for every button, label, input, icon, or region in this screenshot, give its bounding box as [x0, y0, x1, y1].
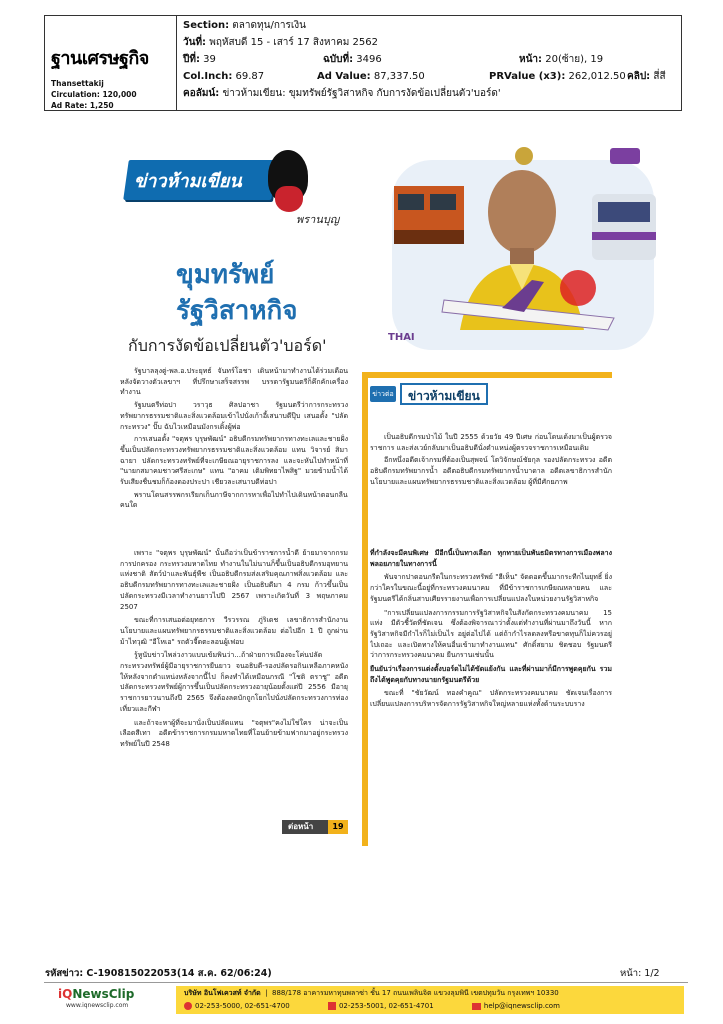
headline-line2: รัฐวิสาหกิจ: [176, 296, 298, 326]
clip-label: คลิป:: [627, 71, 651, 82]
prvalue-label: PRValue (x3):: [489, 71, 566, 82]
column-logo: [120, 150, 350, 232]
page-value: 20(ซ้าย), 19: [545, 54, 604, 65]
page-label: หน้า:: [519, 54, 543, 65]
company-address: 888/178 อาคารมหาทุนพลาซ่า ชั้น 17 ถนนเพลินจิต แขวงลุมพินี เขตปทุมวัน กรุงเทพฯ 10330: [272, 989, 559, 997]
author-signature: พรานบุญ: [296, 213, 340, 226]
issue-label: ฉบับที่:: [323, 54, 354, 65]
photo-collage: [382, 140, 664, 365]
email-icon: [472, 1003, 481, 1010]
box-tag-title: ข่าวห้ามเขียน: [400, 383, 488, 405]
fax-number: 02-253-5001, 02-651-4701: [338, 1002, 434, 1010]
thai-logo-text: THAI: [388, 332, 415, 343]
ad-rate: Ad Rate: 1,250: [51, 101, 114, 110]
year-label: ปีที่:: [183, 54, 200, 65]
paragraph: การเสนอตั้ง "จตุพร บุรุษพัฒน์" อธิบดีกรมทรัพยากรทางทะเลและชายฝั่ง ขึ้นเป็นปลัดกระทรวงทรัพยากรธรรมชาติและสิ่งแวดล้อม แทน วิจารย์ สิมาฉายา ปลัดกระทรวงทรัพย์ที่จะเกษียณอายุราชการลง และจะหันไปทำหน้าที่ "นายกสมาคมชาวศรีสะเกษ" แทน "อาคม เติมพิทยาไพสิฐ" มวยข้ามน้ำได้รับเสียงชื่นชมก็ก้องดองประปา เชียวละเสนาบดีท่อปา: [120, 435, 348, 487]
column-row: [183, 85, 675, 102]
clipping-header: [44, 15, 682, 111]
box-frame-horizontal: [362, 372, 612, 378]
article-photo: [382, 140, 664, 365]
paragraph: เพราะ "จตุพร บุรุษพัฒน์" นั้นถือว่าเป็นข้าราชการน้ำดี ย้ายมาจากกรมการปกครอง กระทรวงมหาดไทย ทำงานในไม่นานก็ขึ้นเป็นอธิบดีกรมอุทยานแห่งชาติ สัตว์ป่าและพันธุ์พืช เป็นอธิบดีกรมส่งเสริมคุณภาพสิ่งแวดล้อม และอธิบดีกรมทรัพยากรทางทะเลและชายฝั่ง เป็นอธิบดีมา 4 กรม ก้าวขึ้นเป็นปลัดกระทรวงมีเวลาทำงานยาวไปปี 2567 เพราะเกิดวันที่ 3 พฤษภาคม 2507: [120, 549, 348, 611]
date-row: [183, 34, 675, 51]
value-row: [183, 68, 675, 85]
clip-url: www.iqnewsclip.com: [66, 1002, 129, 1009]
date-value: พฤหัสบดี 15 - เสาร์ 17 สิงหาคม 2562: [209, 37, 378, 48]
contact-line: [184, 1000, 676, 1013]
tel-number: 02-253-5000, 02-651-4700: [195, 1002, 290, 1010]
section-label: Section:: [183, 20, 230, 31]
paragraph: รู้หูนับข่าวไพล่วงาวแบบเข้มพินว่า...ถ้าฝ่ายการเมืองจะโค่นปลัดกระทรวงทรัพย์ผู้มีอายุราชการยืนยาว จนอธิบดี-รองปลัดรอกินเหลือภาคหนังให้หลังจากตำแหน่งหลังจากนี้ไป ก็คงทำได้เหมือนกรณี "โชติ ตราชู" อดีตปลัดกระทรวงทรัพย์ผู้การขึ้นเป็นปลัดกระทรวงอายุน้อยตั้งแต่ปี 2556 มีอายุราชการยาวนานถึงปี 2565 จึงต้องลดบักถูกโยกไปนั่งปลัดกระทรวงการท่องเที่ยวและกีฬา: [120, 651, 348, 713]
circulation: Circulation: 120,000: [51, 90, 137, 99]
body-column-1-lower: [120, 548, 348, 844]
issue-row: [183, 51, 675, 68]
date-label: วันที่:: [183, 37, 207, 48]
paragraph: ที่กำลังจะมีคนพิเศษ มีอีกนี้เป็นทางเลือก ทุกทายเป็นพันธมิตรทางการเมืองพลางพลอยภายในทางการนี้: [370, 549, 612, 568]
paragraph: เป็นอธิบดีกรมป่าไม้ ในปี 2555 ด้วยวัย 49 ปีเศษ ก่อนโดนเด้งมาเป็นผู้ตรวจราชการ และส่งเวย์กลับมาเป็นอธิบดีนั่งตำแหน่งผู้ตรวจราชการเหมือนเดิม: [370, 433, 612, 452]
section-row: [183, 17, 675, 34]
advalue-value: 87,337.50: [373, 71, 425, 82]
continued-box-tag: [370, 380, 494, 408]
publication-name-en: Thansettakij: [51, 79, 104, 88]
paragraph: พรานโดนสรรพกรเรียกเก็บภาษีจากการหาเพื่อไปทำไปเดินหน้าตอนกลืนคนใด: [120, 490, 348, 510]
fax-icon: [328, 1002, 336, 1010]
phone-icon: [184, 1002, 192, 1010]
logo-prefix: iQ: [58, 987, 73, 1001]
column-value: ข่าวห้ามเขียน: ขุมทรัพย์รัฐวิสาหกิจ กับการงัดข้อเปลี่ยนตัว'บอร์ด': [222, 88, 501, 99]
email-address: help@iqnewsclip.com: [483, 1002, 560, 1010]
body-column-2: [370, 432, 612, 540]
column-label: คอลัมน์:: [183, 88, 220, 99]
clip-value: สี่สี: [653, 71, 666, 82]
box-tag-small: ข่าวต่อ: [370, 386, 396, 402]
issue-value: 3496: [356, 54, 382, 65]
publication-logo: ฐานเศรษฐกิจ: [51, 48, 149, 69]
paragraph: รัฐมนตรีท่อปา วราวุธ ศิลปอาชา รัฐมนตรีว่าการกระทรวงทรัพยากรธรรมชาติและสิ่งแวดล้อมเข้าไปนั่งเก้าอี้เสนาบดีปุ๊บ เสนอตั้ง "ปลัดกระทรวง" ปั๊บ ฉับไวเหมือนมังกรเติ้งผู้พ่อ: [120, 401, 348, 431]
company-line: บริษัท อินโฟเควสท์ จำกัด | 888/178 อาคารมหาทุนพลาซ่า ชั้น 17 ถนนเพลินจิต แขวงลุมพินี เขตปทุมวัน กรุงเทพฯ 10330: [184, 989, 559, 997]
paragraph: "การเปลี่ยนแปลงการกรรมการรัฐวิสาหกิจในสังกัดกระทรวงคมนาคม 15 แห่ง มีตัวชี้วัดที่ชัดเจน ซึ่งต้องพิจารณาว่าตั้งแต่ทำงานที่ผ่านมาถึงวันนี้ หากรัฐวิสาหกิจมีกำไรก็ไม่เป็นไร อยู่ต่อไปได้ แต่ถ้ากำไรลดลงหรือขาดทุนก็ไม่ควรอยู่ ไปเถอะ และเปิดทางให้คนอื่นเข้ามาทำงานแทน" ศักดิ์สยาม ชิดชอบ รัฐมนตรีว่าการกระทรวงคมนาคม ยืนกรานเช่นนั้น: [370, 608, 612, 660]
box-frame-vertical: [362, 372, 368, 846]
company-name: บริษัท อินโฟเควสท์ จำกัด: [184, 989, 261, 997]
advalue-label: Ad Value:: [317, 71, 371, 82]
page-count: หน้า: 1/2: [620, 968, 660, 979]
continued-page: 19: [328, 820, 348, 834]
colinch-label: Col.Inch:: [183, 71, 233, 82]
subheadline: กับการงัดข้อเปลี่ยนตัว'บอร์ด': [128, 336, 327, 355]
headline-line1: ขุมทรัพย์: [176, 260, 275, 290]
paragraph: ขณะที่ "ชัยวัฒน์ ทองคำคูณ" ปลัดกระทรวงคมนาคม ชัดเจนเรื่องการเปลี่ยนแปลงการบริหารจัดการรัฐวิสาหกิจใหญ่หลายแห่งทั้งด้านระบบราง: [370, 689, 612, 709]
news-id: รหัสข่าว: C-190815022053(14 ส.ค. 62/06:24): [45, 968, 272, 979]
paragraph: รัฐบาลลุงตู่-พล.อ.ประยุทธ์ จันทร์โอชา เดินหน้ามาทำงานได้ร่วมเดือน หลังจัดวางตัวเลขาฯ ที่ปรึกษาเสร็จสรรพ บรรดารัฐมนตรีก็คึกคักเครื่องทำงาน: [120, 367, 348, 397]
body-column-1: [120, 366, 348, 538]
iqnewsclip-logo: [58, 987, 134, 1001]
footer-bar: [44, 982, 688, 1016]
company-info: [176, 986, 684, 1014]
section-value: ตลาดทุน/การเงิน: [232, 20, 307, 31]
logo-suffix: NewsClip: [72, 987, 135, 1001]
paragraph: ยืนยันว่าเรื่องการแต่งตั้งบอร์ดไม่ได้ขัดแย้งกัน และที่ผ่านมาก็มีการพูดคุยกัน รวมถึงได้พูดคุยกับทางนายกรัฐมนตรีด้วย: [370, 665, 612, 684]
publication-meta: [51, 78, 170, 111]
publication-block: [45, 16, 177, 110]
mask-icon: [275, 186, 303, 212]
year-value: 39: [203, 54, 216, 65]
body-column-2-lower: [370, 548, 612, 844]
clipping-details: [177, 16, 681, 110]
paragraph: อีกหนึ่งอดีตเจ้ากรมที่ต้องเป็นสุพจน์ โตวิจักษณ์ชัยกุล รองปลัดกระทรวง อดีตอธิบดีกรมทรัพยากรน้ำ อดีตอธิบดีกรมทรัพยากรน้ำบาดาล อดีตเลขาธิการสำนักนโยบายและแผนทรัพยากรธรรมชาติและสิ่งแวดล้อม ผู้ที่มีศักยภาพ: [370, 456, 612, 486]
prvalue-value: 262,012.50: [568, 71, 626, 82]
continued-label: ต่อหน้า: [288, 822, 314, 831]
continued-marker: [282, 820, 348, 834]
paragraph: พันจากปาดอนกรีดในกระทรวงทรัพย์ "ฮีเห็น" จัดดอดขึ้นมากระทีกไนยุทธิ์ ยิ่งกว่าใครในขณะนี้อยู่ที่กระทรวงคมนาคม ที่มีข้าราชการเกษียณหลายคน และรัฐมนตรีได้กลิ่นสาบเศียรรายงานเพื่อการเปลี่ยนแปลงในหน่วยงานรัฐวิสาหกิจ: [370, 573, 612, 603]
paragraph: และถ้าจะหาผู้ที่จะมานั่งเป็นปลัดแทน "จตุพร"คงไม่ใช่ใคร น่าจะเป็นเลือดสีเทา อดีตข้าราชการกรมมหาดไทยที่โอนย้ายข้ามฟากมาอยู่กระทรวงทรัพย์ในปี 2548: [120, 718, 348, 748]
logo-text: ข่าวห้ามเขียน: [134, 171, 242, 192]
colinch-value: 69.87: [235, 71, 265, 82]
paragraph: ขณะที่การเสนอต่อยุทธการ วีรวรรณ ภู่ริเดช เลขาธิการสำนักงานนโยบายและแผนทรัพยากรธรรมชาติและสิ่งแวดล้อม ต่อไปอีก 1 ปี ถูกผ่านม้าไทวุฒิ "อีโหเอ" รถตัวจี๊ดตะลอนผู้เฟอบ: [120, 616, 348, 646]
